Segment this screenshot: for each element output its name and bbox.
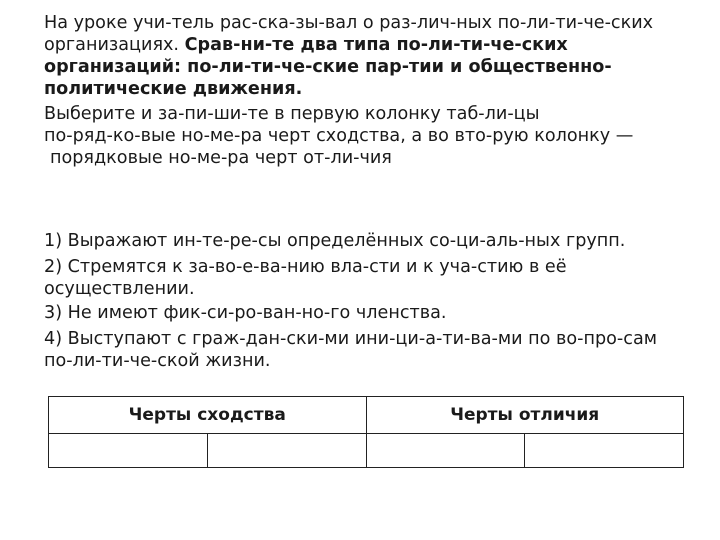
intro-line-2-plain: организациях. (44, 35, 185, 55)
task-line-1: Выберите и за-пи-ши-те в первую колонку таб-ли-цы (44, 104, 540, 124)
list-item (44, 301, 720, 325)
intro-line-3: организаций: по-ли-ти-че-ские пар-тии и общественно- (44, 57, 612, 77)
list-item-line: осуществлении. (44, 279, 195, 299)
task-line-2: по-ряд-ко-вые но-ме-ра черт сходства, а во вто-рую колонку — (44, 126, 634, 146)
table-header-row (49, 397, 684, 434)
task-text (44, 12, 720, 169)
task-instruction (44, 103, 720, 169)
intro-line-2-bold: Срав-ни-те два типа по-ли-ти-че-ских (184, 35, 568, 55)
feature-list (44, 229, 720, 371)
answer-table (48, 396, 684, 468)
intro-line-4: политические движения. (44, 79, 303, 99)
list-item-line: 2) Стремятся к за-во-е-ва-нию вла-сти и к уча-стию в её (44, 257, 567, 277)
list-item-line: 4) Выступают с граж-дан-ски-ми ини-ци-а-ти-ва-ми по во-про-сам (44, 329, 658, 349)
list-item-line: 3) Не имеют фик-си-ро-ван-но-го членства. (44, 303, 447, 323)
intro-paragraph (44, 12, 720, 100)
list-item-line: по-ли-ти-че-ской жизни. (44, 351, 271, 371)
answer-cell[interactable] (366, 434, 525, 468)
list-item (44, 327, 720, 371)
list-item-line: 1) Выражают ин-те-ре-сы определённых со-ци-аль-ных групп. (44, 231, 626, 251)
list-item (44, 255, 720, 299)
header-similarities: Черты сходства (49, 397, 367, 434)
answer-cell[interactable] (525, 434, 684, 468)
table-row (49, 434, 684, 468)
task-line-3: порядковые но-ме-ра черт от-ли-чия (50, 148, 392, 168)
answer-cell[interactable] (49, 434, 208, 468)
answer-cell[interactable] (207, 434, 366, 468)
list-item (44, 229, 720, 253)
intro-line-1: На уроке учи-тель рас-ска-зы-вал о раз-лич-ных по-ли-ти-че-ских (44, 13, 654, 33)
header-differences: Черты отличия (366, 397, 684, 434)
